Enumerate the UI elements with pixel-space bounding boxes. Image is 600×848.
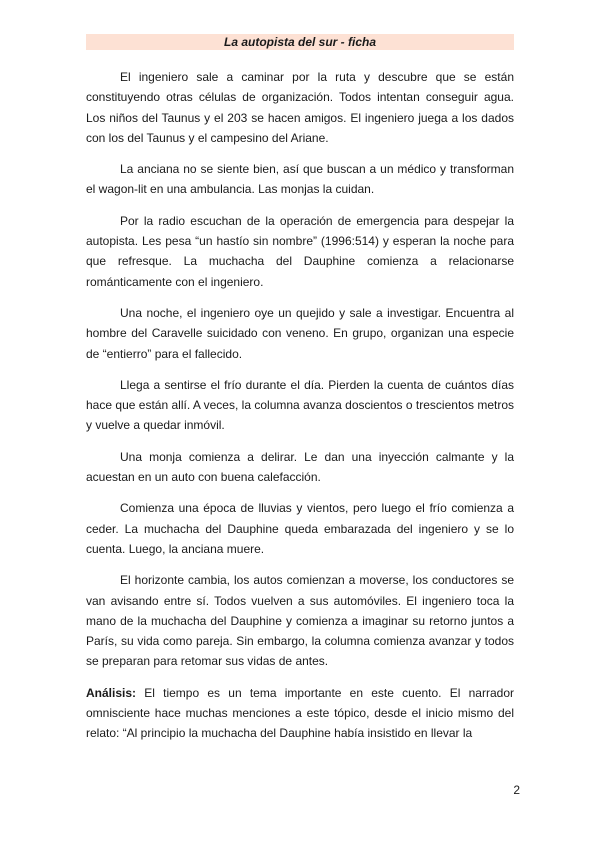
header-subtitle: - ficha (337, 35, 377, 49)
paragraph: La anciana no se siente bien, así que buscan a un médico y transforman el wagon-lit en una ambulancia. Las monjas la cuidan. (86, 162, 514, 197)
paragraph: Comienza una época de lluvias y vientos, pero luego el frío comienza a ceder. La muchacha del Dauphine queda embarazada del ingeniero y se lo cuenta. Luego, la anciana muere. (86, 501, 514, 556)
paragraph: El ingeniero sale a caminar por la ruta y descubre que se están constituyendo otras células de organización. Todos intentan conseguir agua. Los niños del Taunus y el 203 se hacen amigos. El ingeniero juega a los dados con los del Taunus y el campesino del Ariane. (86, 70, 514, 145)
paragraph: Una monja comienza a delirar. Le dan una inyección calmante y la acuestan en un auto con buena calefacción. (86, 449, 514, 485)
body-text (86, 67, 514, 755)
analysis-paragraph (86, 683, 514, 744)
paragraph: Llega a sentirse el frío durante el día. Pierden la cuenta de cuántos días hace que están allí. A veces, la columna avanza doscientos o trescientos metros y vuelve a quedar inmóvil. (86, 377, 514, 433)
analysis-label: Análisis: (86, 685, 137, 700)
header-title: La autopista del sur (223, 35, 338, 49)
analysis-text: El tiempo es un tema importante en este cuento. El narrador omnisciente hace muchas menciones a este tópico, desde el inicio mismo del relato: “Al principio la muchacha del Dauphine había insistido en llevar la (86, 685, 514, 741)
running-header (86, 34, 514, 50)
paragraph: El horizonte cambia, los autos comienzan a moverse, los conductores se van avisando entre sí. Todos vuelven a sus automóviles. El ingeniero toca la mano de la muchacha del Dauphine y comienza a imaginar su retorno juntos a París, su vida como pareja. Sin embargo, la columna comienza avanzar y todos se preparan para retomar sus vidas de antes. (86, 573, 514, 669)
paragraph: Por la radio escuchan de la operación de emergencia para despejar la autopista. Les pesa “un hastío sin nombre” (1996:514) y esperan la noche para que refresque. La muchacha del Dauphine comienza a relacionarse románticamente con el ingeniero. (86, 213, 514, 289)
page-number: 2 (513, 783, 520, 797)
paragraph: Una noche, el ingeniero oye un quejido y sale a investigar. Encuentra al hombre del Caravelle suicidado con veneno. En grupo, organizan una especie de “entierro” para el fallecido. (86, 305, 514, 361)
